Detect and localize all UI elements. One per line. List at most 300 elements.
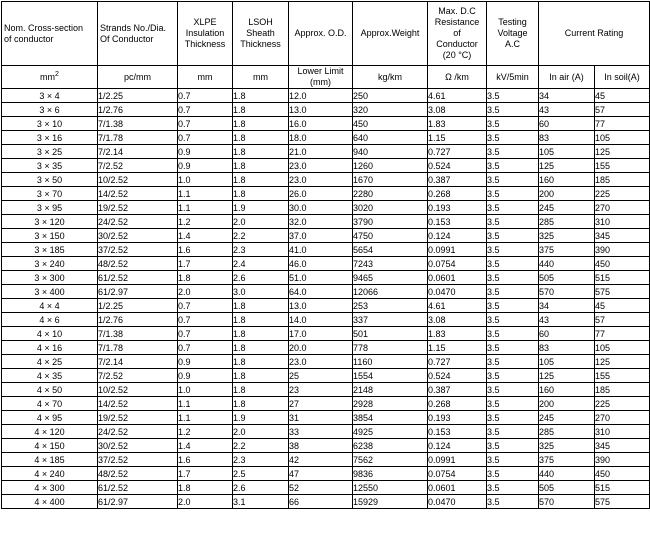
cell-voltage: 3.5 [487,313,539,327]
table-row [2,453,650,467]
cell-resistance: 0.268 [428,187,487,201]
cell-cross-section: 4 × 400 [2,495,98,509]
cell-lsoh: 2.6 [233,271,289,285]
cell-lsoh: 1.8 [233,383,289,397]
cell-strands: 7/2.14 [98,145,178,159]
cell-weight: 7562 [353,453,428,467]
unit-in-air: In air (A) [539,66,595,89]
cell-in-air: 125 [539,369,595,383]
cell-cross-section: 3 × 120 [2,215,98,229]
cell-lsoh: 1.9 [233,411,289,425]
table-row [2,117,650,131]
cell-strands: 37/2.52 [98,243,178,257]
cell-in-air: 325 [539,229,595,243]
cell-cross-section: 3 × 50 [2,173,98,187]
cell-resistance: 0.193 [428,201,487,215]
cell-lsoh: 1.8 [233,369,289,383]
cell-weight: 640 [353,131,428,145]
unit-xlpe: mm [178,66,233,89]
cell-weight: 9465 [353,271,428,285]
cell-in-air: 375 [539,453,595,467]
cell-od: 66 [289,495,353,509]
cell-voltage: 3.5 [487,103,539,117]
cell-in-air: 34 [539,89,595,103]
cell-xlpe: 0.7 [178,299,233,313]
cell-resistance: 3.08 [428,313,487,327]
cell-strands: 10/2.52 [98,383,178,397]
cell-in-soil: 185 [595,383,650,397]
cell-voltage: 3.5 [487,131,539,145]
cell-lsoh: 2.2 [233,439,289,453]
cell-voltage: 3.5 [487,285,539,299]
cable-spec-table [1,1,650,509]
cell-resistance: 0.193 [428,411,487,425]
cell-in-air: 43 [539,313,595,327]
unit-in-soil: In soil(A) [595,66,650,89]
cell-weight: 12066 [353,285,428,299]
cell-in-soil: 45 [595,89,650,103]
cell-od: 47 [289,467,353,481]
cell-resistance: 0.124 [428,439,487,453]
table-body [2,89,650,509]
table-row [2,145,650,159]
cell-resistance: 0.0601 [428,481,487,495]
cell-od: 46.0 [289,257,353,271]
cell-lsoh: 1.8 [233,103,289,117]
cell-in-soil: 450 [595,257,650,271]
cell-strands: 30/2.52 [98,439,178,453]
cell-strands: 1/2.25 [98,89,178,103]
cell-in-air: 375 [539,243,595,257]
cell-in-air: 105 [539,145,595,159]
cell-voltage: 3.5 [487,173,539,187]
cell-resistance: 1.15 [428,341,487,355]
cell-in-soil: 575 [595,285,650,299]
cell-weight: 6238 [353,439,428,453]
cell-resistance: 0.0470 [428,285,487,299]
cell-resistance: 0.0991 [428,243,487,257]
table-row [2,481,650,495]
cell-lsoh: 1.8 [233,131,289,145]
cell-xlpe: 1.1 [178,187,233,201]
cell-od: 23.0 [289,173,353,187]
cell-strands: 10/2.52 [98,173,178,187]
cell-in-soil: 185 [595,173,650,187]
cell-voltage: 3.5 [487,453,539,467]
cell-voltage: 3.5 [487,481,539,495]
cell-strands: 1/2.76 [98,313,178,327]
cell-cross-section: 3 × 35 [2,159,98,173]
unit-outer-diameter: Lower Limit (mm) [289,66,353,89]
cell-voltage: 3.5 [487,89,539,103]
cell-in-soil: 515 [595,271,650,285]
cell-in-air: 43 [539,103,595,117]
cell-strands: 19/2.52 [98,411,178,425]
cell-voltage: 3.5 [487,117,539,131]
cell-voltage: 3.5 [487,411,539,425]
cell-od: 33 [289,425,353,439]
cell-in-soil: 515 [595,481,650,495]
cell-in-soil: 125 [595,145,650,159]
cell-xlpe: 1.6 [178,243,233,257]
cell-voltage: 3.5 [487,495,539,509]
table-row [2,327,650,341]
cell-weight: 3020 [353,201,428,215]
cell-xlpe: 0.7 [178,89,233,103]
cell-lsoh: 1.8 [233,187,289,201]
cell-voltage: 3.5 [487,215,539,229]
cell-weight: 15929 [353,495,428,509]
cell-lsoh: 2.0 [233,215,289,229]
cell-in-soil: 390 [595,453,650,467]
cell-in-soil: 125 [595,355,650,369]
cell-xlpe: 0.9 [178,145,233,159]
table-row [2,369,650,383]
cell-strands: 14/2.52 [98,397,178,411]
cell-cross-section: 4 × 300 [2,481,98,495]
cell-od: 32.0 [289,215,353,229]
cell-xlpe: 2.0 [178,495,233,509]
cell-in-air: 34 [539,299,595,313]
cell-weight: 1554 [353,369,428,383]
cell-lsoh: 2.2 [233,229,289,243]
cell-strands: 24/2.52 [98,425,178,439]
cell-strands: 1/2.25 [98,299,178,313]
table-row [2,229,650,243]
cell-lsoh: 1.8 [233,173,289,187]
cell-cross-section: 4 × 150 [2,439,98,453]
cell-in-air: 505 [539,481,595,495]
header-current-rating: Current Rating [539,2,650,66]
cell-weight: 337 [353,313,428,327]
table-row [2,425,650,439]
cell-in-air: 200 [539,397,595,411]
cell-od: 52 [289,481,353,495]
unit-cross-section: $mm^2$ [2,66,98,89]
cell-od: 41.0 [289,243,353,257]
cell-weight: 320 [353,103,428,117]
cell-strands: 7/1.78 [98,131,178,145]
cell-lsoh: 1.8 [233,313,289,327]
cell-in-soil: 77 [595,327,650,341]
cell-xlpe: 0.7 [178,103,233,117]
cell-xlpe: 0.7 [178,131,233,145]
cell-od: 16.0 [289,117,353,131]
cell-weight: 9836 [353,467,428,481]
cell-lsoh: 1.8 [233,159,289,173]
header-xlpe-thickness: XLPE Insulation Thickness [178,2,233,66]
cell-in-air: 440 [539,257,595,271]
cell-in-soil: 310 [595,425,650,439]
cell-voltage: 3.5 [487,159,539,173]
cell-cross-section: 3 × 6 [2,103,98,117]
cell-lsoh: 2.3 [233,453,289,467]
cell-in-soil: 225 [595,187,650,201]
table-row [2,89,650,103]
table-row [2,215,650,229]
cell-in-air: 245 [539,411,595,425]
cell-strands: 61/2.97 [98,495,178,509]
cell-in-soil: 105 [595,341,650,355]
cell-xlpe: 0.7 [178,313,233,327]
cell-od: 30.0 [289,201,353,215]
table-row [2,313,650,327]
cell-voltage: 3.5 [487,425,539,439]
cell-voltage: 3.5 [487,397,539,411]
header-outer-diameter: Approx. O.D. [289,2,353,66]
table-row [2,173,650,187]
cell-lsoh: 2.3 [233,243,289,257]
cell-voltage: 3.5 [487,229,539,243]
cell-lsoh: 1.8 [233,341,289,355]
cell-strands: 19/2.52 [98,201,178,215]
cell-strands: 7/1.38 [98,117,178,131]
cell-in-air: 200 [539,187,595,201]
cell-weight: 12550 [353,481,428,495]
header-dc-resistance: Max. D.C Resistance of Conductor (20 °C) [428,2,487,66]
cell-xlpe: 1.0 [178,173,233,187]
cell-lsoh: 1.8 [233,117,289,131]
cell-in-air: 160 [539,383,595,397]
cell-voltage: 3.5 [487,355,539,369]
cell-weight: 450 [353,117,428,131]
cell-cross-section: 4 × 95 [2,411,98,425]
table-row [2,103,650,117]
table-row [2,299,650,313]
cell-resistance: 0.0601 [428,271,487,285]
cell-in-soil: 155 [595,369,650,383]
cell-xlpe: 0.9 [178,159,233,173]
cell-xlpe: 1.7 [178,257,233,271]
cell-weight: 940 [353,145,428,159]
cell-in-soil: 575 [595,495,650,509]
cell-lsoh: 1.8 [233,397,289,411]
cell-resistance: 0.268 [428,397,487,411]
cell-voltage: 3.5 [487,201,539,215]
cell-voltage: 3.5 [487,467,539,481]
cell-od: 14.0 [289,313,353,327]
cell-cross-section: 4 × 120 [2,425,98,439]
cell-od: 13.0 [289,103,353,117]
cell-in-soil: 155 [595,159,650,173]
table-row [2,271,650,285]
cell-cross-section: 3 × 150 [2,229,98,243]
cell-in-air: 160 [539,173,595,187]
cell-resistance: 0.0991 [428,453,487,467]
cell-strands: 61/2.52 [98,481,178,495]
cell-in-soil: 225 [595,397,650,411]
cell-in-air: 125 [539,159,595,173]
cell-lsoh: 1.8 [233,299,289,313]
table-row [2,439,650,453]
cell-resistance: 0.0470 [428,495,487,509]
cell-resistance: 1.83 [428,327,487,341]
cell-lsoh: 2.6 [233,481,289,495]
table-row [2,397,650,411]
cell-in-air: 570 [539,285,595,299]
cell-cross-section: 4 × 50 [2,383,98,397]
cell-weight: 1670 [353,173,428,187]
cell-strands: 61/2.97 [98,285,178,299]
unit-weight: kg/km [353,66,428,89]
cell-weight: 250 [353,89,428,103]
cell-in-soil: 270 [595,411,650,425]
cell-voltage: 3.5 [487,299,539,313]
cell-voltage: 3.5 [487,383,539,397]
cell-in-air: 570 [539,495,595,509]
unit-strands: pc/mm [98,66,178,89]
cell-od: 17.0 [289,327,353,341]
table-row [2,383,650,397]
header-strands: Strands No./Dia. Of Conductor [98,2,178,66]
table-row [2,243,650,257]
cell-xlpe: 0.9 [178,369,233,383]
cell-xlpe: 0.9 [178,355,233,369]
cell-xlpe: 1.1 [178,411,233,425]
cell-cross-section: 4 × 240 [2,467,98,481]
cell-xlpe: 1.7 [178,467,233,481]
cell-voltage: 3.5 [487,341,539,355]
cell-weight: 4750 [353,229,428,243]
cell-xlpe: 1.8 [178,481,233,495]
cell-strands: 14/2.52 [98,187,178,201]
cell-resistance: 3.08 [428,103,487,117]
cell-in-air: 440 [539,467,595,481]
cell-od: 38 [289,439,353,453]
cell-strands: 7/1.78 [98,341,178,355]
cell-lsoh: 1.8 [233,89,289,103]
cell-cross-section: 3 × 300 [2,271,98,285]
cell-od: 18.0 [289,131,353,145]
cell-in-air: 83 [539,341,595,355]
cell-strands: 61/2.52 [98,271,178,285]
cell-resistance: 1.83 [428,117,487,131]
cell-in-soil: 45 [595,299,650,313]
cell-in-soil: 57 [595,313,650,327]
cell-resistance: 0.387 [428,383,487,397]
cell-voltage: 3.5 [487,327,539,341]
cell-strands: 30/2.52 [98,229,178,243]
cell-resistance: 1.15 [428,131,487,145]
table-row [2,467,650,481]
cell-in-air: 285 [539,425,595,439]
cell-od: 20.0 [289,341,353,355]
cell-resistance: 4.61 [428,89,487,103]
cell-cross-section: 4 × 25 [2,355,98,369]
header-cross-section: Nom. Cross-section of conductor [2,2,98,66]
cell-cross-section: 4 × 10 [2,327,98,341]
cell-xlpe: 1.0 [178,383,233,397]
cell-weight: 253 [353,299,428,313]
cell-in-air: 60 [539,327,595,341]
cell-xlpe: 1.6 [178,453,233,467]
cell-weight: 2148 [353,383,428,397]
table-row [2,159,650,173]
cell-xlpe: 1.4 [178,229,233,243]
cell-lsoh: 1.8 [233,327,289,341]
cell-weight: 501 [353,327,428,341]
cell-resistance: 0.0754 [428,257,487,271]
table-row [2,411,650,425]
cell-od: 13.0 [289,299,353,313]
units-row [2,66,650,89]
cell-cross-section: 3 × 400 [2,285,98,299]
cell-xlpe: 0.7 [178,327,233,341]
cell-weight: 3854 [353,411,428,425]
cell-od: 27 [289,397,353,411]
cell-od: 37.0 [289,229,353,243]
cell-xlpe: 0.7 [178,117,233,131]
cell-resistance: 0.524 [428,369,487,383]
cell-in-soil: 310 [595,215,650,229]
cell-strands: 24/2.52 [98,215,178,229]
cell-xlpe: 0.7 [178,341,233,355]
cell-in-soil: 390 [595,243,650,257]
cell-weight: 5654 [353,243,428,257]
cell-weight: 1260 [353,159,428,173]
table-row [2,201,650,215]
cell-strands: 37/2.52 [98,453,178,467]
cell-cross-section: 3 × 4 [2,89,98,103]
cell-weight: 2928 [353,397,428,411]
unit-lsoh: mm [233,66,289,89]
cell-in-air: 505 [539,271,595,285]
cell-voltage: 3.5 [487,187,539,201]
cell-strands: 48/2.52 [98,257,178,271]
cell-lsoh: 1.9 [233,201,289,215]
cell-in-soil: 345 [595,229,650,243]
cell-lsoh: 1.8 [233,145,289,159]
cell-od: 25 [289,369,353,383]
cell-cross-section: 3 × 95 [2,201,98,215]
cell-in-soil: 270 [595,201,650,215]
cell-od: 31 [289,411,353,425]
cell-xlpe: 1.1 [178,201,233,215]
cell-od: 64.0 [289,285,353,299]
cell-strands: 1/2.76 [98,103,178,117]
cell-xlpe: 1.1 [178,397,233,411]
cell-in-soil: 57 [595,103,650,117]
cell-in-air: 105 [539,355,595,369]
header-testing-voltage: Testing Voltage A.C [487,2,539,66]
cell-lsoh: 2.4 [233,257,289,271]
cell-cross-section: 4 × 6 [2,313,98,327]
cell-weight: 3790 [353,215,428,229]
cell-resistance: 0.0754 [428,467,487,481]
cell-voltage: 3.5 [487,439,539,453]
cell-in-soil: 77 [595,117,650,131]
header-lsoh-thickness: LSOH Sheath Thickness [233,2,289,66]
cell-strands: 7/2.52 [98,159,178,173]
cell-xlpe: 1.2 [178,215,233,229]
cell-lsoh: 2.5 [233,467,289,481]
cell-lsoh: 3.0 [233,285,289,299]
cell-xlpe: 2.0 [178,285,233,299]
cell-xlpe: 1.4 [178,439,233,453]
table-row [2,187,650,201]
cell-in-air: 83 [539,131,595,145]
cell-cross-section: 4 × 35 [2,369,98,383]
cell-lsoh: 2.0 [233,425,289,439]
cell-voltage: 3.5 [487,145,539,159]
cell-resistance: 0.727 [428,145,487,159]
cell-cross-section: 3 × 240 [2,257,98,271]
cell-weight: 778 [353,341,428,355]
table-row [2,341,650,355]
cell-resistance: 4.61 [428,299,487,313]
cell-cross-section: 3 × 25 [2,145,98,159]
cell-cross-section: 4 × 185 [2,453,98,467]
